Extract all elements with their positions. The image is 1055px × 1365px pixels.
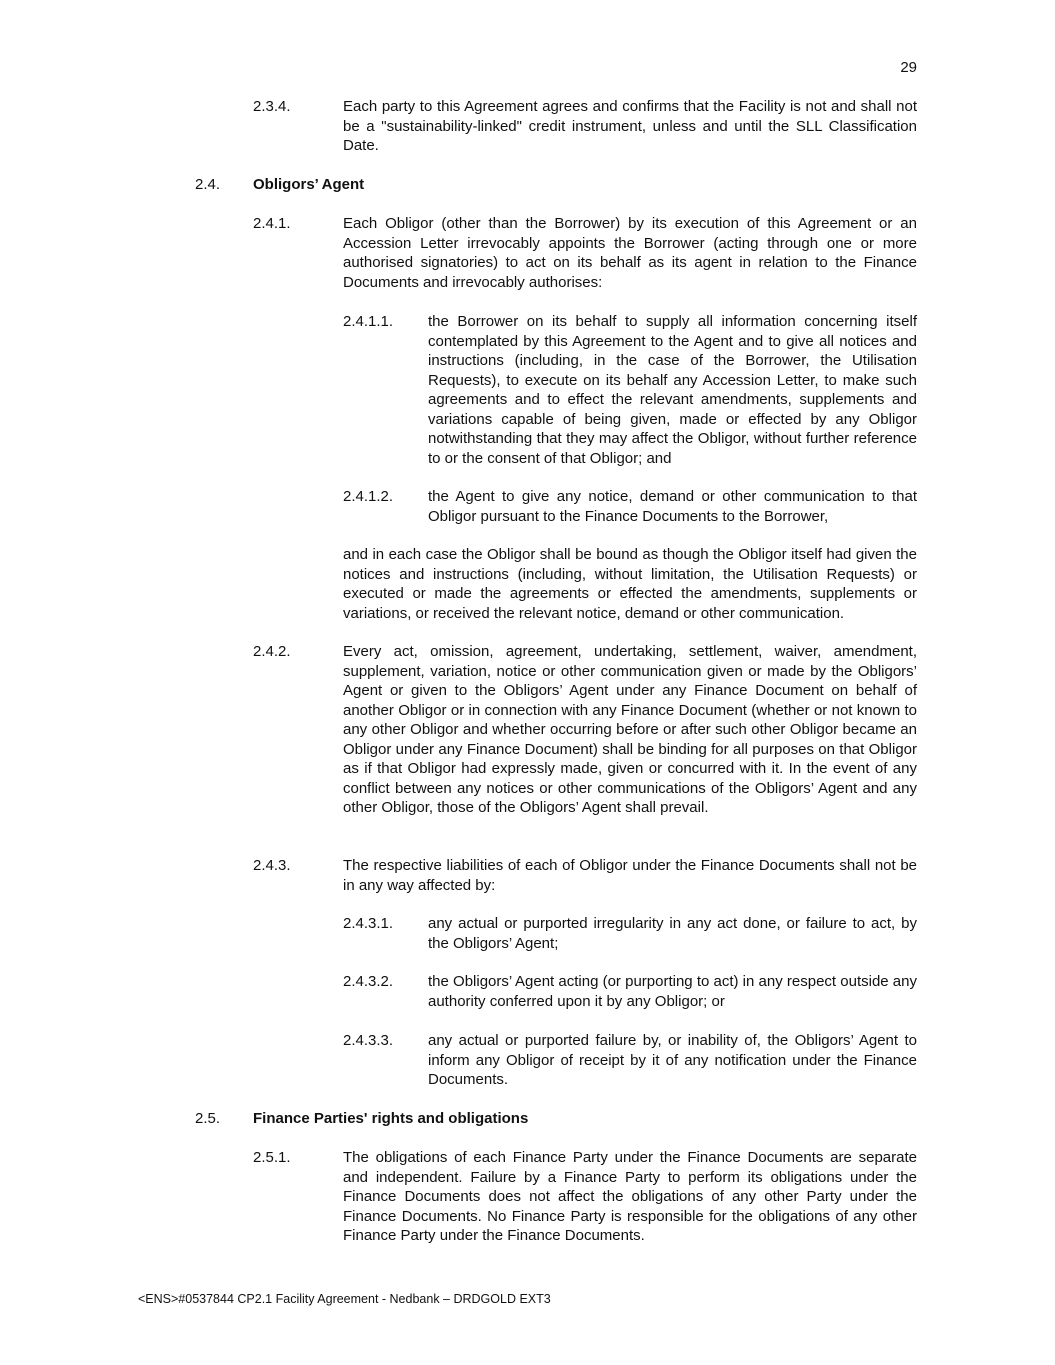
clause-number-2-4-1: 2.4.1. — [253, 215, 291, 232]
clause-text-2-4-1-tail: and in each case the Obligor shall be bound as though the Obligor itself had given the notices and instructions (including, without limitation, the Utilisation Requests) or executed or made the agreements or effected the amendments, supplements or variations, or received the relevant notice, demand or other communication. — [343, 546, 917, 622]
clause-number-2-4-2: 2.4.2. — [253, 643, 291, 660]
clause-text-2-4-1-1: the Borrower on its behalf to supply all information concerning itself contemplated by this Agreement to the Agent and to give all notices and instructions (including, in the case of the Borrower, the Utilisation Requests), to execute on its behalf any Accession Letter, to make such agreements and to effect the relevant amendments, supplements and variations capable of being given, made or effected by any Obligor notwithstanding that they may affect the Obligor, without further reference to or the consent of that Obligor; and — [428, 313, 917, 467]
section-number-2-5: 2.5. — [195, 1110, 221, 1127]
page-number: 29 — [900, 59, 917, 76]
clause-number-2-4-3: 2.4.3. — [253, 857, 291, 874]
document-footer: <ENS>#0537844 CP2.1 Facility Agreement - Nedbank – DRDGOLD EXT3 — [138, 1292, 551, 1306]
clause-text-2-4-3: The respective liabilities of each of Obligor under the Finance Documents shall not be in any way affected by: — [343, 857, 917, 894]
section-heading-2-5: Finance Parties' rights and obligations — [253, 1110, 529, 1127]
clause-number-2-5-1: 2.5.1. — [253, 1149, 291, 1166]
clause-text-2-4-1-2: the Agent to give any notice, demand or other communication to that Obligor pursuant to the Finance Documents to the Borrower, — [428, 488, 917, 525]
clause-number-2-4-3-3: 2.4.3.3. — [343, 1032, 394, 1049]
clause-number-2-4-3-2: 2.4.3.2. — [343, 973, 394, 990]
section-number-2-4: 2.4. — [195, 176, 221, 193]
clause-number-2-3-4: 2.3.4. — [253, 98, 291, 115]
clause-text-2-4-3-1: any actual or purported irregularity in any act done, or failure to act, by the Obligors’ Agent; — [428, 915, 917, 952]
clause-text-2-5-1: The obligations of each Finance Party under the Finance Documents are separate and independent. Failure by a Finance Party to perform its obligations under the Finance Documents does not affect the obligations of any other Party under the Finance Documents. No Finance Party is responsible for the obligations of any other Finance Party under the Finance Documents. — [343, 1149, 917, 1244]
clause-text-2-3-4: Each party to this Agreement agrees and confirms that the Facility is not and shall not be a "sustainability-linked" credit instrument, unless and until the SLL Classification Date. — [343, 98, 917, 154]
clause-text-2-4-2: Every act, omission, agreement, undertaking, settlement, waiver, amendment, supplement, variation, notice or other communication given or made by the Obligors’ Agent or given to the Obligors’ Agent under any Finance Document on behalf of another Obligor or in connection with any Finance Document (whether or not known to any other Obligor and whether occurring before or after such other Obligor became an Obligor under any Finance Document) shall be binding for all purposes on that Obligor as if that Obligor had expressly made, given or concurred with it. In the event of any conflict between any notices or other communications of the Obligors’ Agent and any other Obligor, those of the Obligors’ Agent shall prevail. — [343, 643, 917, 816]
clause-text-2-4-3-2: the Obligors’ Agent acting (or purporting to act) in any respect outside any authority conferred upon it by any Obligor; or — [428, 973, 917, 1010]
clause-number-2-4-3-1: 2.4.3.1. — [343, 915, 394, 932]
clause-text-2-4-1: Each Obligor (other than the Borrower) by its execution of this Agreement or an Accession Letter irrevocably appoints the Borrower (acting through one or more authorised signatories) to act on its behalf as its agent in relation to the Finance Documents and irrevocably authorises: — [343, 215, 917, 291]
clause-number-2-4-1-1: 2.4.1.1. — [343, 313, 394, 330]
section-heading-2-4: Obligors’ Agent — [253, 176, 365, 193]
clause-text-2-4-3-3: any actual or purported failure by, or inability of, the Obligors’ Agent to inform any Obligor of receipt by it of any notification under the Finance Documents. — [428, 1032, 917, 1088]
clause-number-2-4-1-2: 2.4.1.2. — [343, 488, 394, 505]
